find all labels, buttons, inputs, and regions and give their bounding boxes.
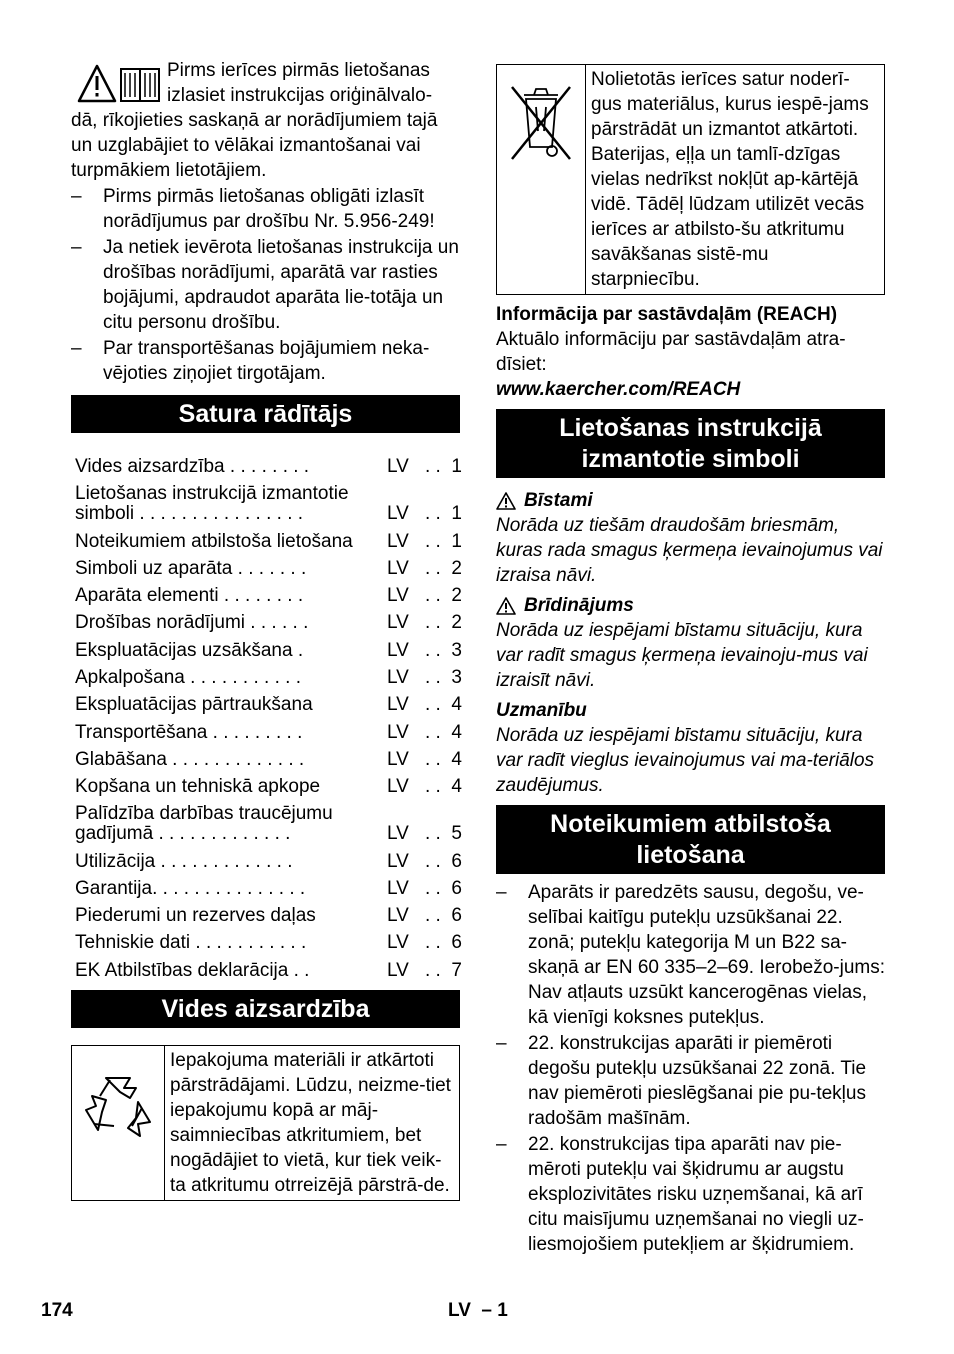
- toc-row[interactable]: [75, 635, 462, 662]
- toc-entry-language: LV: [387, 959, 409, 981]
- danger-text: Norāda uz tiešām draudošām briesmām, kuras rada smagus ķermeņa ievainojumus vai izraisa nāvi.: [496, 515, 883, 586]
- weee-icon-cell: [497, 65, 586, 294]
- toc-entry-page: . . 7: [425, 959, 462, 981]
- left-column: [71, 58, 460, 1201]
- page-number: 174: [41, 1300, 73, 1321]
- environment-heading: Vides aizsardzība: [71, 990, 460, 1028]
- caution-text: Norāda uz iespējami bīstamu situāciju, kura var radīt vieglus ievainojumus vai ma-teriālos zaudējumus.: [496, 725, 875, 796]
- weee-text: Nolietotās ierīces satur noderī-gus materiālus, kurus iespē-jams pārstrādāt un izmantot atkārtoti. Baterijas, eļļa un tamlī-dzīgas vielas nedrīkst nokļūt ap-kārtējā vidē. Tādēļ lūdzam utilizēt vecās ierīces ar atbilsto-šu atkritumu savākšanas sistē-mu starpniecību.: [591, 69, 869, 290]
- toc-entry-page: . . 5: [425, 823, 462, 845]
- recycle-icon: [80, 1066, 156, 1142]
- toc-entry-language: LV: [387, 748, 409, 770]
- toc-entry-language: LV: [387, 612, 409, 634]
- toc-entry-page: . . 2: [425, 557, 462, 579]
- warning-title-row: [496, 593, 885, 618]
- warning-manual-icon: [77, 63, 161, 103]
- toc-entry-language: LV: [387, 456, 409, 478]
- reach-text: Aktuālo informāciju par sastāvdaļām atra-dīsiet:: [496, 329, 846, 375]
- section-label: LV – 1: [448, 1300, 508, 1321]
- toc-entry-page: . . 4: [425, 694, 462, 716]
- toc-entry-language: LV: [387, 823, 409, 845]
- toc-entry-language: LV: [387, 721, 409, 743]
- reach-title: Informācija par sastāvdaļām (REACH): [496, 304, 838, 325]
- toc-entry-title: Aparāta elementi . . . . . . . .: [75, 585, 304, 607]
- toc-entry-language: LV: [387, 667, 409, 689]
- intro-bullet-list: [71, 184, 460, 386]
- toc-entry-language: LV: [387, 503, 409, 525]
- toc-row[interactable]: [75, 846, 462, 873]
- list-item: – 22. konstrukcijas aparāti ir piemēroti degošu putekļu uzsūkšanai 22 zonā. Tie nav piemēroti pieslēgšanai pie pu-tekļus radošām mašīnām.: [496, 1031, 885, 1131]
- recycle-box: [71, 1045, 460, 1201]
- intro-line-1: Pirms ierīces pirmās lietošanas: [167, 60, 430, 81]
- toc-entry-page: . . 1: [425, 530, 462, 552]
- toc-row[interactable]: [75, 554, 462, 581]
- toc-row[interactable]: [75, 479, 462, 526]
- toc-entry-language: LV: [387, 850, 409, 872]
- table-of-contents: [71, 452, 460, 983]
- symbols-heading: Lietošanas instrukcijā izmantotie simboli: [496, 409, 885, 478]
- toc-entry-title: Ekspluatācijas pārtraukšana: [75, 694, 313, 716]
- warning-text: Norāda uz iespējami bīstamu situāciju, kura var radīt smagus ķermeņa ievainoju-mus vai izraisīt nāvi.: [496, 620, 868, 691]
- toc-entry-page: . . 6: [425, 877, 462, 899]
- warning-title: Brīdinājums: [524, 595, 634, 616]
- right-column: [496, 64, 885, 1257]
- toc-entry-language: LV: [387, 530, 409, 552]
- list-item: – Ja netiek ievērota lietošanas instrukcija un drošības norādījumi, aparātā var rasties bojājumi, apdraudot aparāta lie-totāja un citu personu drošību.: [71, 235, 460, 335]
- toc-entry-language: LV: [387, 585, 409, 607]
- toc-row[interactable]: [75, 799, 462, 846]
- toc-entry-title: Garantija. . . . . . . . . . . . . . .: [75, 877, 306, 899]
- toc-row[interactable]: [75, 608, 462, 635]
- toc-entry-page: . . 1: [425, 456, 462, 478]
- warning-triangle-icon: [496, 597, 516, 615]
- toc-row[interactable]: [75, 928, 462, 955]
- toc-entry-page: . . 2: [425, 585, 462, 607]
- toc-row[interactable]: [75, 663, 462, 690]
- toc-entry-page: . . 6: [425, 905, 462, 927]
- proper-use-heading: Noteikumiem atbilstoša lietošana: [496, 805, 885, 874]
- toc-entry-title: EK Atbilstības deklarācija . .: [75, 959, 310, 981]
- list-item: – Pirms pirmās lietošanas obligāti izlasīt norādījumus par drošību Nr. 5.956-249!: [71, 184, 460, 234]
- toc-entry-language: LV: [387, 639, 409, 661]
- toc-row[interactable]: [75, 526, 462, 553]
- toc-row[interactable]: [75, 745, 462, 772]
- list-item: – Aparāts ir paredzēts sausu, degošu, ve-selībai kaitīgu putekļu uzsūkšanai 22. zonā; putekļu kategorija M un B22 sa-skaņā ar EN 60 335–2–69. Ierobežo-jums: Nav atļauts uzsūkt kancerogēnas vielas, kā vienīgi koksnes putekļus.: [496, 880, 885, 1030]
- toc-entry-title: Transportēšana . . . . . . . . .: [75, 721, 303, 743]
- toc-row[interactable]: [75, 690, 462, 717]
- toc-row[interactable]: [75, 452, 462, 479]
- toc-entry-page: . . 4: [425, 776, 462, 798]
- intro-block: [71, 58, 460, 183]
- proper-use-list: [496, 880, 885, 1257]
- crossed-bin-icon: [508, 83, 574, 163]
- toc-row[interactable]: [75, 717, 462, 744]
- toc-heading: Satura rādītājs: [71, 395, 460, 433]
- caution-title: Uzmanību: [496, 700, 587, 721]
- toc-entry-language: LV: [387, 877, 409, 899]
- intro-line-2: izlasiet instrukcijas oriģinālvalo-: [167, 85, 433, 106]
- toc-entry-title: Glabāšana . . . . . . . . . . . . .: [75, 748, 305, 770]
- toc-row[interactable]: [75, 581, 462, 608]
- toc-entry-page: . . 4: [425, 721, 462, 743]
- toc-entry-title: Simboli uz aparāta . . . . . . .: [75, 557, 307, 579]
- toc-entry-title: Vides aizsardzība . . . . . . . .: [75, 456, 310, 478]
- toc-entry-title: Piederumi un rezerves daļas: [75, 905, 316, 927]
- recycle-text: Iepakojuma materiāli ir atkārtoti pārstrādājami. Lūdzu, neizme-tiet iepakojumu kopā ar māj-saimniecības atkritumiem, bet nogādājiet to vietā, kur tiek veik-ta atkritumu otrreizējā pārstrā-de.: [170, 1049, 451, 1196]
- recycle-icon-cell: [72, 1046, 165, 1200]
- weee-box: [496, 64, 885, 295]
- list-item: – 22. konstrukcijas tipa aparāti nav pie-mēroti putekļu vai šķidrumu ar augstu eksplozivitātes risku uzņemšanai, kā arī citu maisījumu uzņemšanai no viegli uz-liesmojošiem putekļiem ar šķidrumiem.: [496, 1132, 885, 1257]
- toc-entry-page: . . 3: [425, 667, 462, 689]
- danger-title-row: [496, 488, 885, 513]
- toc-entry-language: LV: [387, 776, 409, 798]
- warning-triangle-icon: [496, 492, 516, 510]
- toc-entry-language: LV: [387, 694, 409, 716]
- toc-row[interactable]: [75, 772, 462, 799]
- toc-entry-title: Noteikumiem atbilstoša lietošana: [75, 530, 353, 552]
- toc-entry-page: . . 4: [425, 748, 462, 770]
- toc-row[interactable]: [75, 901, 462, 928]
- toc-entry-title: Lietošanas instrukcijā izmantotie simboli . . . . . . . . . . . . . . . .: [75, 483, 349, 525]
- toc-row[interactable]: [75, 955, 462, 982]
- toc-entry-language: LV: [387, 932, 409, 954]
- toc-entry-language: LV: [387, 905, 409, 927]
- toc-entry-title: Tehniskie dati . . . . . . . . . . .: [75, 932, 307, 954]
- toc-entry-title: Kopšana un tehniskā apkope: [75, 776, 321, 798]
- toc-entry-page: . . 1: [425, 503, 462, 525]
- toc-entry-page: . . 6: [425, 932, 462, 954]
- toc-entry-title: Palīdzība darbības traucējumu gadījumā . . . . . . . . . . . . .: [75, 803, 333, 845]
- list-item: – Par transportēšanas bojājumiem neka-vējoties ziņojiet tirgotājam.: [71, 336, 460, 386]
- danger-title: Bīstami: [524, 490, 593, 511]
- toc-entry-page: . . 6: [425, 850, 462, 872]
- toc-entry-title: Drošības norādījumi . . . . . .: [75, 612, 309, 634]
- intro-text-rest: dā, rīkojieties saskaņā ar norādījumiem tajā un uzglabājiet to vēlākai izmantošanai vai turpmākiem lietotājiem.: [71, 110, 438, 181]
- toc-entry-page: . . 3: [425, 639, 462, 661]
- toc-entry-title: Ekspluatācijas uzsākšana .: [75, 639, 304, 661]
- reach-link[interactable]: www.kaercher.com/REACH: [496, 379, 741, 400]
- toc-entry-title: Apkalpošana . . . . . . . . . . .: [75, 667, 301, 689]
- toc-entry-language: LV: [387, 557, 409, 579]
- toc-entry-title: Utilizācija . . . . . . . . . . . . .: [75, 850, 293, 872]
- toc-row[interactable]: [75, 874, 462, 901]
- toc-entry-page: . . 2: [425, 612, 462, 634]
